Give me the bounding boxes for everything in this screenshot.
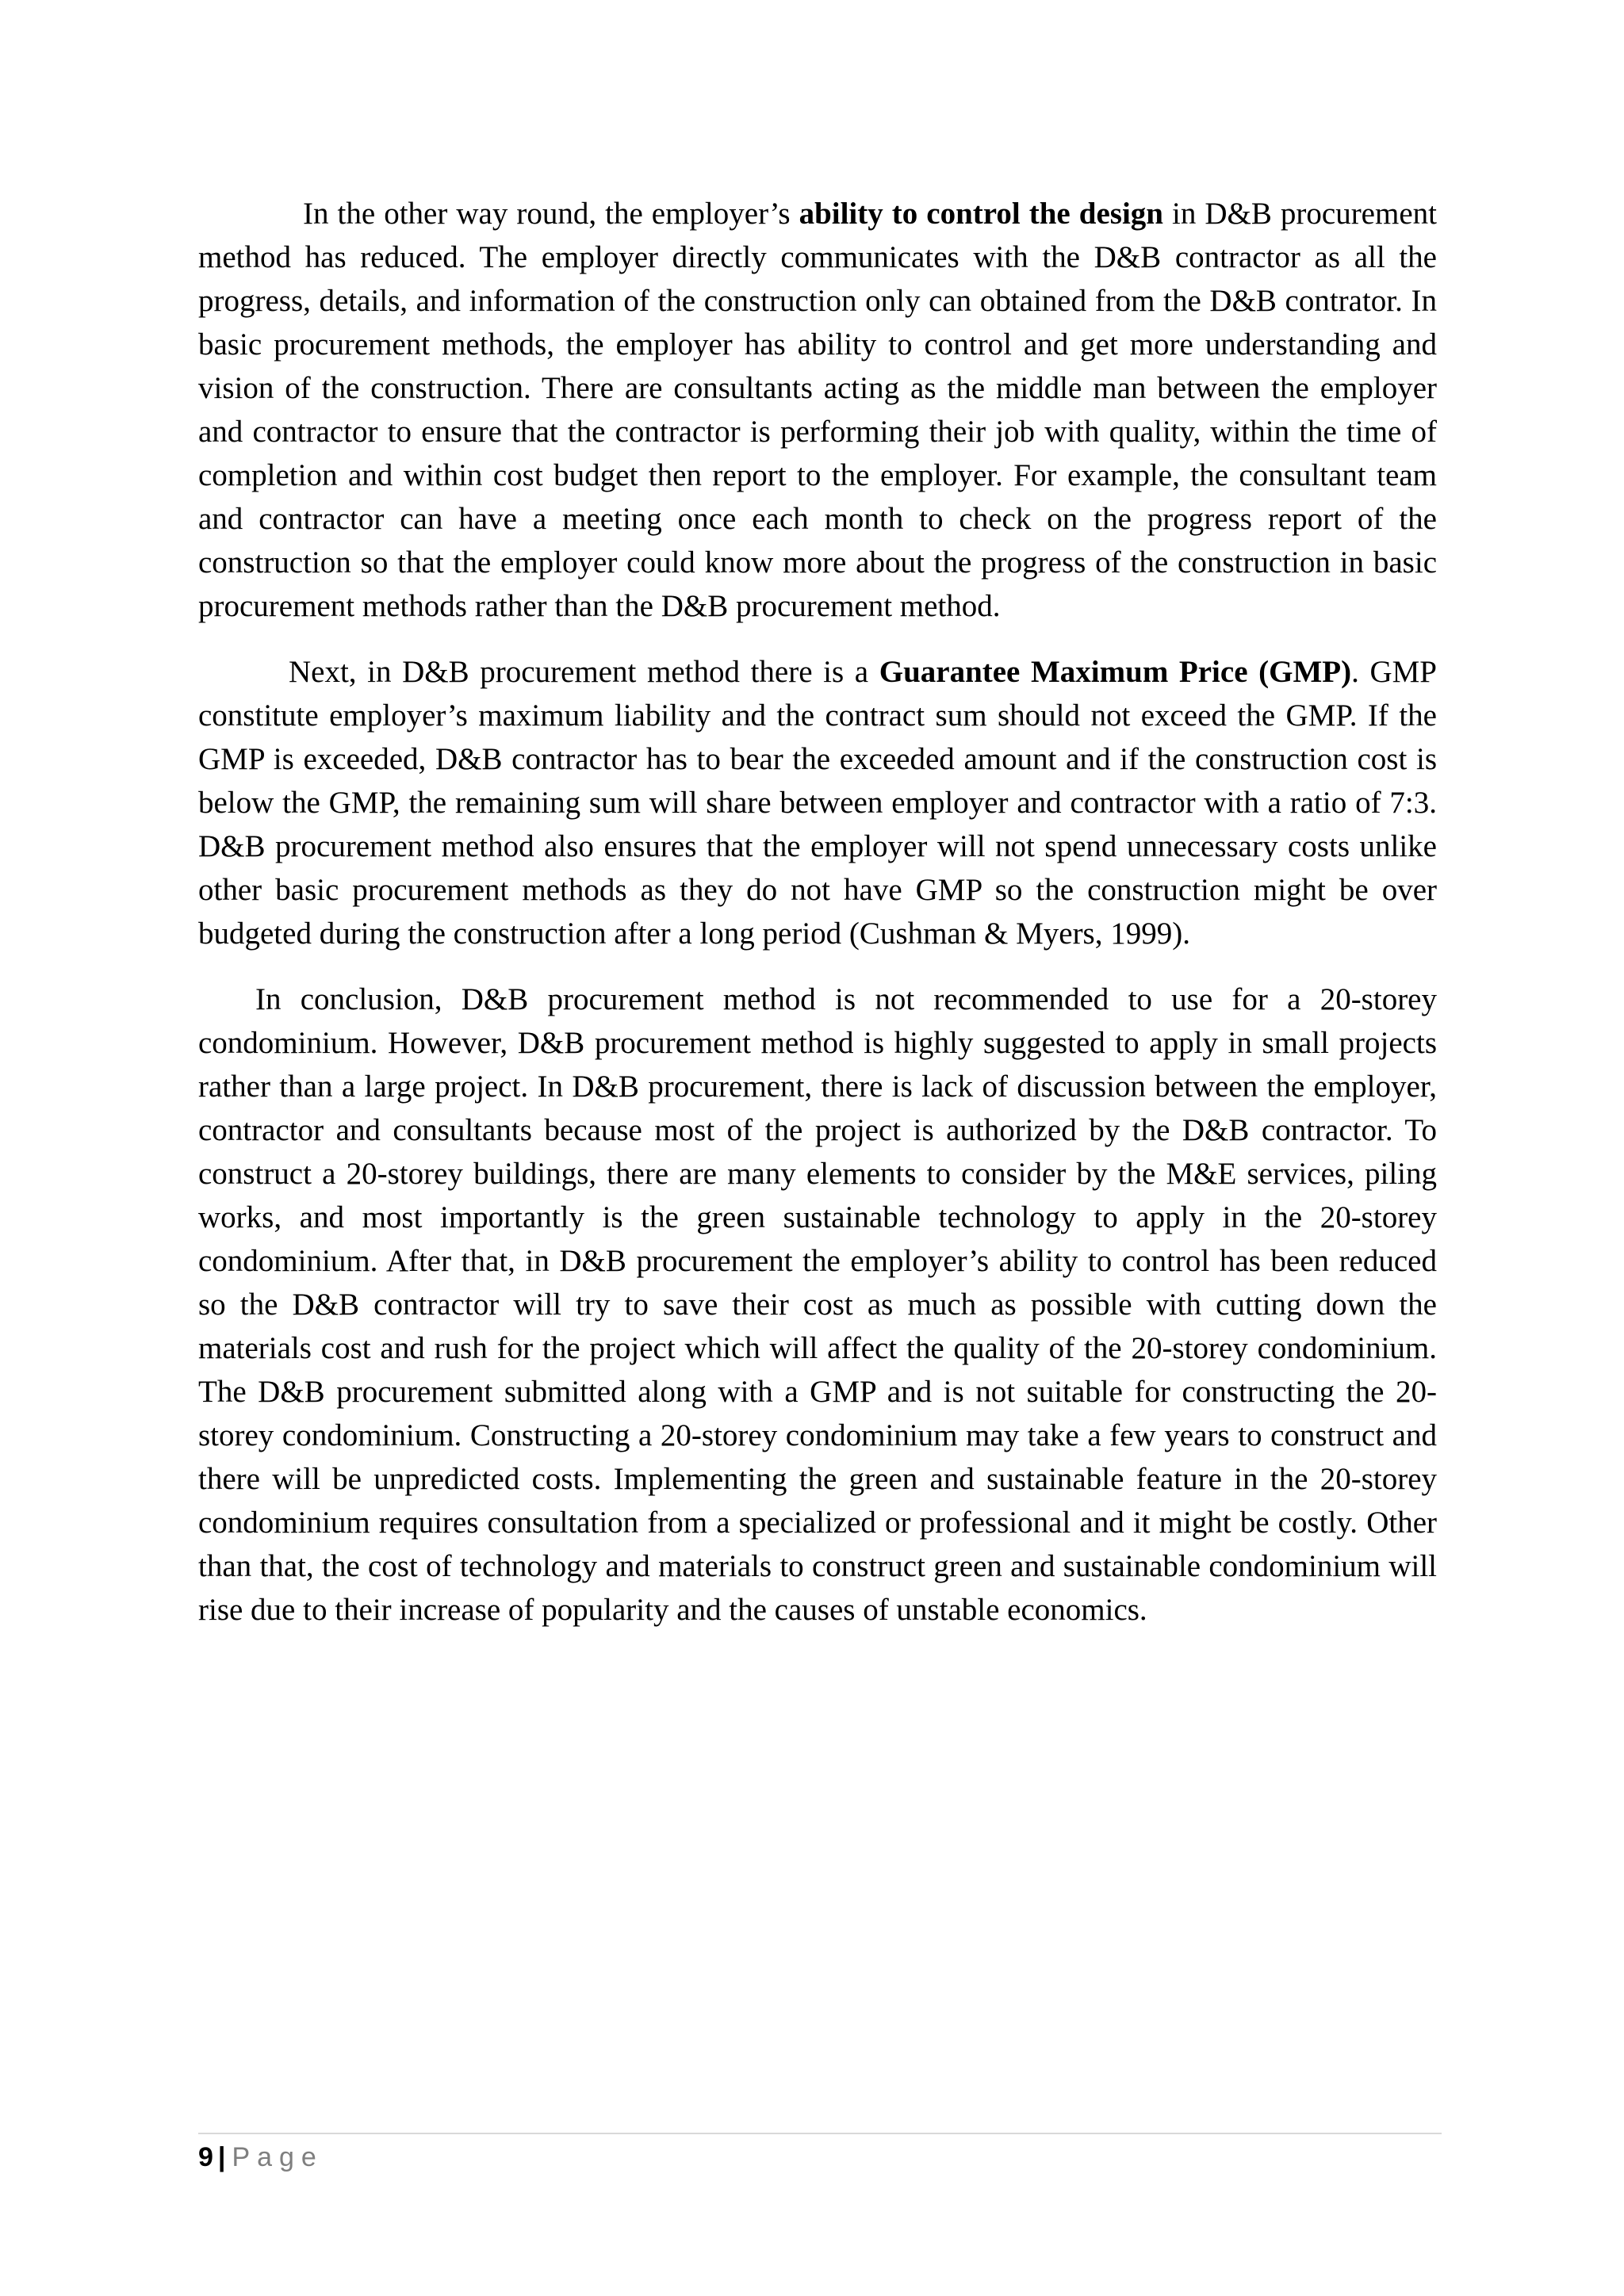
paragraph-text: In the other way round, the employer’s [303,197,799,231]
paragraph-text: Next, in D&B procurement method there is a [289,655,879,689]
page-body [198,192,1437,1632]
paragraph-text: . GMP constitute employer’s maximum liability and the contract sum should not exceed the GMP. If the GMP is exceeded, D&B contractor has to bear the exceeded amount and if the construction cost is below the GMP, the remaining sum will share between employer and contractor with a ratio of 7:3. D&B procurement method also ensures that the employer will not spend unnecessary costs unlike other basic procurement methods as they do not have GMP so the construction might be over budgeted during the construction after a long period (Cushman & Myers, 1999). [198,655,1437,951]
paragraph-text: In conclusion, D&B procurement method is not recommended to use for a 20-storey condominium. However, D&B procurement method is highly suggested to apply in small projects rather than a large project. In D&B procurement, there is lack of discussion between the employer, contractor and consultants because most of the project is authorized by the D&B contractor. To construct a 20-storey buildings, there are many elements to consider by the M&E services, piling works, and most importantly is the green sustainable technology to apply in the 20-storey condominium. After that, in D&B procurement the employer’s ability to control has been reduced so the D&B contractor will try to save their cost as much as possible with cutting down the materials cost and rush for the project which will affect the quality of the 20-storey condominium. The D&B procurement submitted along with a GMP and is not suitable for constructing the 20-storey condominium. Constructing a 20-storey condominium may take a few years to construct and there will be unpredicted costs. Implementing the green and sustainable feature in the 20-storey condominium requires consultation from a specialized or professional and it might be costly. Other than that, the cost of technology and materials to construct green and sustainable condominium will rise due to their increase of popularity and the causes of unstable economics. [198,982,1437,1627]
paragraph-design-control [198,192,1437,628]
paragraph-gmp [198,650,1437,955]
bold-phrase: Guarantee Maximum Price (GMP) [879,655,1352,689]
page-number: 9 [198,2142,213,2172]
bold-phrase: ability to control the design [799,197,1163,231]
page-footer [198,2137,324,2177]
footer-divider [198,2133,1442,2134]
paragraph-text: in D&B procurement method has reduced. The employer directly communicates with the D&B contractor as all the progress, details, and information of the construction only can obtained from the D&B contrator. In basic procurement methods, the employer has ability to control and get more understanding and vision of the construction. There are consultants acting as the middle man between the employer and contractor to ensure that the contractor is performing their job with quality, within the time of completion and within cost budget then report to the employer. For example, the consultant team and contractor can have a meeting once each month to check on the progress report of the construction so that the employer could know more about the progress of the construction in basic procurement methods rather than the D&B procurement method. [198,197,1437,623]
paragraph-conclusion [198,978,1437,1632]
page-label: Page [232,2142,324,2172]
footer-separator: | [217,2142,226,2172]
